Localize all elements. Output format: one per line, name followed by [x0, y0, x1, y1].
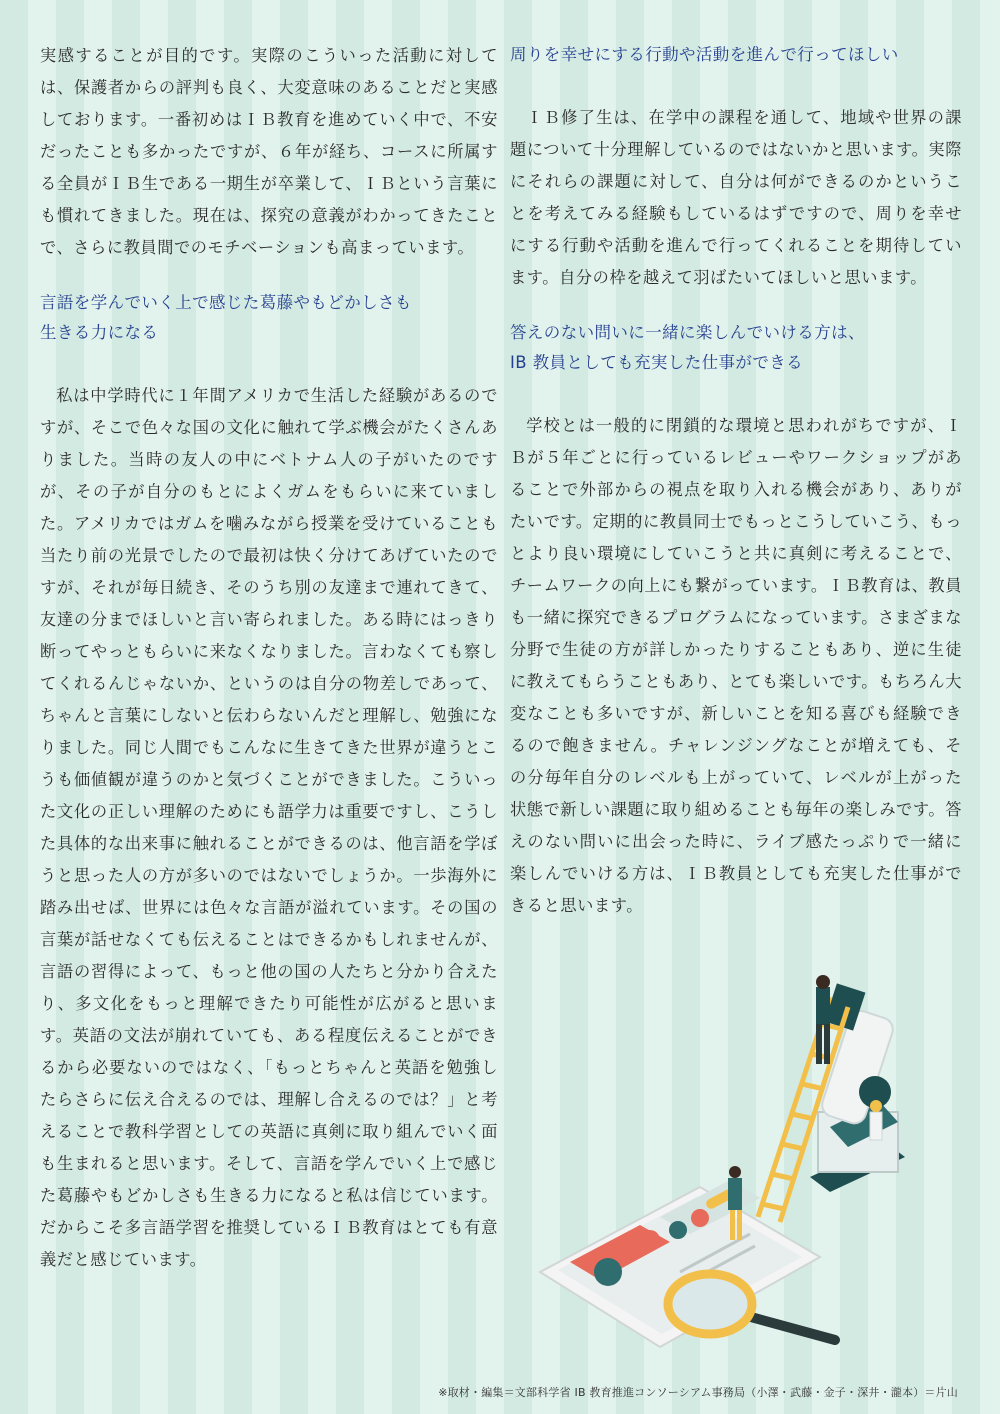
left-column: [40, 40, 498, 1276]
language-paragraph: 私は中学時代に１年間アメリカで生活した経験があるのですが、そこで色々な国の文化に触れて学ぶ機会がたくさんありました。当時の友人の中にベトナム人の子がいたのですが、その子が自分のもとによくガムをもらいに来ていました。アメリカではガムを噛みながら授業を受けていることも当たり前の光景でしたので最初は快く分けてあげていたのですが、それが毎日続き、そのうち別の友達まで連れてきて、友達の分までほしいと言い寄られました。ある時にはっきり断ってやっともらいに来なくなりました。言わなくても察してくれるんじゃないか、というのは自分の物差しであって、ちゃんと言葉にしないと伝わらないんだと理解し、勉強になりました。同じ人間でもこんなに生きてきた世界が違うとこうも価値観が違うのかと気づくことができました。こういった文化の正しい理解のためにも語学力は重要ですし、こうした具体的な出来事に触れることができるのは、他言語を学ぼうと思った人の方が多いのではないでしょうか。一歩海外に踏み出せば、世界には色々な言語が溢れています。その国の言葉が話せなくても伝えることはできるかもしれませんが、言語の習得によって、もっと他の国の人たちと分かり合えたり、多文化をもっと理解できたり可能性が広がると思います。英語の文法が崩れていても、ある程度伝えることができるから必要ないのではなく、「もっとちゃんと英語を勉強したらさらに伝え合えるのでは、理解し合えるのでは？」と考えることで教科学習としての英語に真剣に取り組んでいく面も生まれると思います。そして、言語を学んでいく上で感じた葛藤やもどかしさも生きる力になると私は信じています。だからこそ多言語学習を推奨しているＩＢ教育はとても有意義だと感じています。: [40, 386, 498, 1269]
section-heading-teacher-line2: IB 教員としても充実した仕事ができる: [510, 353, 804, 372]
section-heading-happiness: 周りを幸せにする行動や活動を進んで行ってほしい: [510, 45, 899, 64]
right-column: [510, 40, 962, 922]
intro-paragraph: 実感することが目的です。実際のこういった活動に対しては、保護者からの評判も良く、大変意味のあることだと実感しております。一番初めはＩＢ教育を進めていく中で、不安だったことも多かったですが、６年が経ち、コースに所属する全員がＩＢ生である一期生が卒業して、ＩＢという言葉にも慣れてきました。現在は、探究の意義がわかってきたことで、さらに教員間でのモチベーションも高まっています。: [40, 46, 498, 257]
teacher-paragraph: 学校とは一般的に閉鎖的な環境と思われがちですが、ＩＢが５年ごとに行っているレビューやワークショップがあることで外部からの視点を取り入れる機会があり、ありがたいです。定期的に教員同士でもっとこうしていこう、もっとより良い環境にしていこうと共に真剣に考えることで、チームワークの向上にも繋がっています。ＩＢ教育は、教員も一緒に探究できるプログラムになっています。さまざまな分野で生徒の方が詳しかったりすることもあり、逆に生徒に教えてもらうこともあり、とても楽しいです。もちろん大変なことも多いですが、新しいことを知る喜びも経験できるので飽きません。チャレンジングなことが増えても、その分毎年自分のレベルも上がっていて、レベルが上がった状態で新しい課題に取り組めることも毎年の楽しみです。答えのない問いに出会った時に、ライブ感たっぷりで一緒に楽しんでいける方は、ＩＢ教員としても充実した仕事ができると思います。: [510, 416, 962, 915]
happiness-paragraph: ＩＢ修了生は、在学中の課程を通して、地域や世界の課題について十分理解しているのではないかと思います。実際にそれらの課題に対して、自分は何ができるのかということを考えてみる経験もしているはずですので、周りを幸せにする行動や活動を進んで行ってくれることを期待しています。自分の枠を越えて羽ばたいてほしいと思います。: [510, 108, 962, 287]
section-heading-language-line2: 生きる力になる: [40, 323, 159, 342]
research-illustration: [530, 972, 970, 1372]
section-heading-teacher-line1: 答えのない問いに一緒に楽しんでいける方は、: [510, 323, 865, 342]
section-heading-language-line1: 言語を学んでいく上で感じた葛藤やもどかしさも: [40, 293, 412, 312]
credit-footer: ※取材・編集＝文部科学省 IB 教育推進コンソーシアム事務局（小澤・武藤・金子・深井・瀧本）＝片山: [438, 1386, 958, 1399]
